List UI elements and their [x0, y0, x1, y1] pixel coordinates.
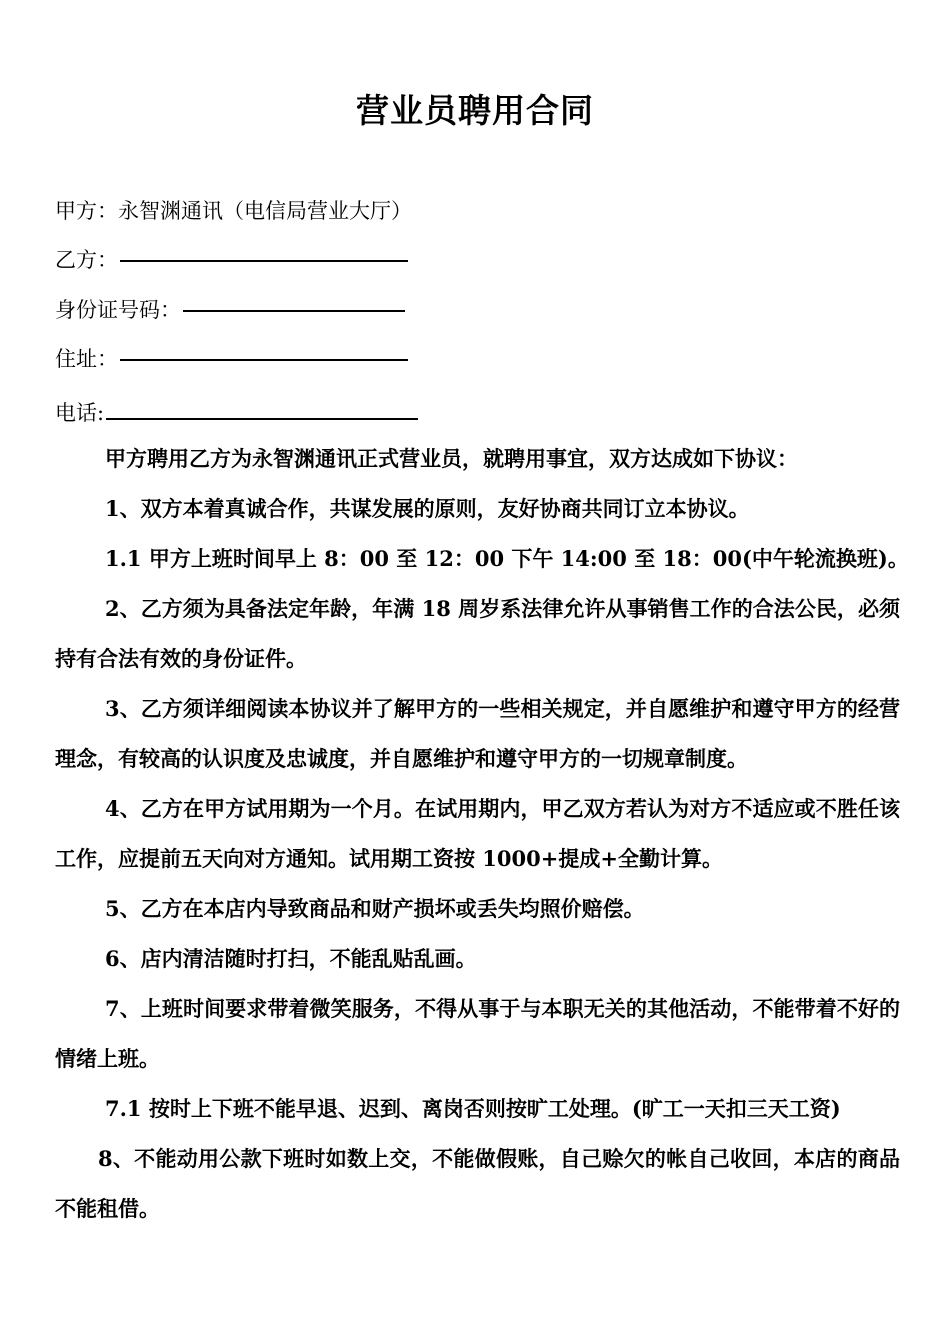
clause-7: 7、上班时间要求带着微笑服务，不得从事于与本职无关的其他活动，不能带着不好的情绪上班。 — [55, 996, 900, 1071]
address-label: 住址： — [55, 347, 118, 371]
clause-8: 8、不能动用公款下班时如数上交，不能做假账，自己赊欠的帐自己收回，本店的商品不能租借。 — [55, 1146, 900, 1221]
phone-blank — [106, 394, 418, 420]
party-b-label: 乙方： — [55, 248, 118, 272]
clause-5: 5、乙方在本店内导致商品和财产损坏或丢失均照价赔偿。 — [105, 896, 645, 921]
clause-4: 4、乙方在甲方试用期为一个月。在试用期内，甲乙双方若认为对方不适应或不胜任该工作，应提前五天向对方通知。试用期工资按 1000+提成+全勤计算。 — [55, 796, 900, 871]
address-line — [55, 344, 408, 374]
party-a-value: 永智渊通讯（电信局营业大厅） — [118, 199, 412, 223]
id-number-line — [55, 295, 405, 325]
party-b-line — [55, 245, 408, 275]
party-a-label: 甲方： — [55, 199, 118, 223]
id-number-blank — [183, 298, 405, 312]
id-number-label: 身份证号码： — [55, 298, 181, 322]
party-a-line — [55, 196, 412, 226]
clause-6: 6、店内清洁随时打扫，不能乱贴乱画。 — [105, 946, 477, 971]
document-title: 营业员聘用合同 — [356, 91, 594, 130]
clause-2: 2、乙方须为具备法定年龄，年满 18 周岁系法律允许从事销售工作的合法公民，必须持有合法有效的身份证件。 — [55, 596, 900, 671]
clause-1: 1、双方本着真诚合作，共谋发展的原则，友好协商共同订立本协议。 — [105, 496, 750, 521]
intro-paragraph: 甲方聘用乙方为永智渊通讯正式营业员，就聘用事宜，双方达成如下协议： — [105, 446, 798, 471]
clause-3: 3、乙方须详细阅读本协议并了解甲方的一些相关规定，并自愿维护和遵守甲方的经营理念，有较高的认识度及忠诚度，并自愿维护和遵守甲方的一切规章制度。 — [55, 696, 900, 771]
phone-line — [55, 394, 418, 428]
clause-7-1: 7.1 按时上下班不能早退、迟到、离岗否则按旷工处理。(旷工一天扣三天工资) — [105, 1096, 841, 1121]
party-b-blank — [120, 248, 408, 262]
phone-label: 电话: — [55, 401, 105, 425]
clause-1-1: 1.1 甲方上班时间早上 8：00 至 12：00 下午 14:00 至 18：00(中午轮流换班)。 — [105, 546, 909, 571]
address-blank — [120, 347, 408, 361]
